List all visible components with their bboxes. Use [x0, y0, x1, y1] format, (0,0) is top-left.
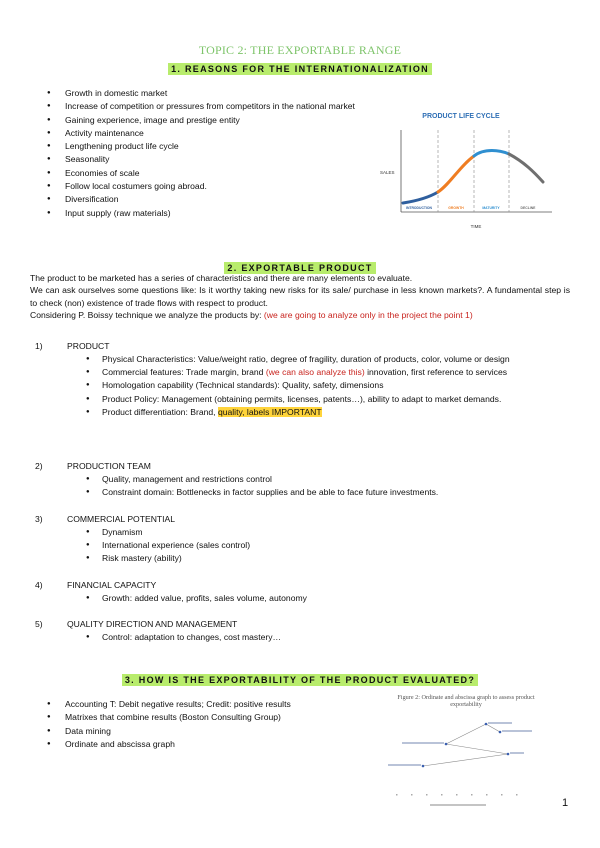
list-item: ● Diversification	[47, 193, 367, 206]
paragraph-text: Considering P. Boissy technique we analyze the products by:	[30, 309, 264, 320]
graph-axis-label-mark	[430, 804, 486, 806]
point-title: COMMERCIAL POTENTIAL	[67, 514, 176, 524]
list-item: ● Product Policy: Management (obtaining permits, licenses, patents…), ability to adapt to market demands.	[86, 393, 571, 406]
evaluation-methods-list	[47, 698, 367, 751]
list-item: ● Homologation capability (Technical standards): Quality, safety, dimensions	[86, 379, 571, 392]
plc-maturity-curve	[474, 151, 509, 157]
graph-axis-ticks	[396, 794, 518, 796]
plc-x-label: TIME	[470, 224, 482, 229]
list-item: ● Gaining experience, image and prestige entity	[47, 114, 367, 127]
plc-stage-maturity: MATURITY	[482, 206, 500, 210]
list-item: ● Physical Characteristics: Value/weight ratio, degree of fragility, duration of products, color, volume or design	[86, 353, 571, 366]
list-item: ● Growth in domestic market	[47, 87, 367, 100]
list-item	[86, 366, 571, 379]
exportability-graph-figure	[378, 694, 554, 812]
list-item: ● Lengthening product life cycle	[47, 140, 367, 153]
plc-title: PRODUCT LIFE CYCLE	[422, 113, 500, 120]
list-item: ● Dynamism	[86, 526, 571, 539]
graph-link	[446, 744, 508, 754]
paragraph: We can ask ourselves some questions like: Is it worthy taking new risks for its sale/ purchase in less known markets?. A fundamental step is to check (non) existence of trade flows with respect to product.	[30, 285, 570, 308]
list-item: ● International experience (sales control)	[86, 539, 571, 552]
list-item	[86, 406, 571, 419]
figure-caption: Figure 2: Ordinate and abscissa graph to assess product exportability	[397, 694, 535, 708]
section3-heading-wrap	[0, 670, 600, 688]
plc-stage-growth: GROWTH	[448, 206, 464, 210]
point-number: 5)	[35, 619, 43, 629]
list-item: ● Accounting T: Debit negative results; Credit: positive results	[47, 698, 367, 711]
list-item: ● Risk mastery (ability)	[86, 552, 571, 565]
point-financial-capacity	[35, 579, 156, 591]
list-item-text: innovation, first reference to services	[364, 367, 508, 378]
point-title: PRODUCT	[67, 341, 110, 351]
section1-heading-wrap	[0, 59, 600, 77]
graph-node	[485, 723, 488, 726]
point-number: 1)	[35, 341, 43, 351]
graph-link	[423, 754, 508, 766]
quality-direction-list	[86, 631, 571, 644]
plc-growth-curve	[438, 156, 474, 192]
list-item: ● Increase of competition or pressures from competitors in the national market	[47, 100, 367, 113]
list-item: ● Data mining	[47, 725, 367, 738]
list-item: ● Constraint domain: Bottlenecks in factor supplies and be able to face future investments.	[86, 486, 571, 499]
point-title: FINANCIAL CAPACITY	[67, 580, 157, 590]
graph-node	[507, 753, 510, 756]
point-product	[35, 340, 110, 352]
section1-heading: 1. REASONS FOR THE INTERNATIONALIZATION	[168, 63, 432, 75]
plc-y-label: SALES	[380, 170, 395, 175]
list-item: ● Input supply (raw materials)	[47, 207, 367, 220]
graph-label-mark	[388, 764, 421, 766]
graph-label-mark	[502, 730, 532, 732]
graph-link	[486, 724, 500, 732]
product-criteria-list	[86, 353, 571, 419]
list-item: ● Follow local costumers going abroad.	[47, 180, 367, 193]
reasons-list	[47, 87, 367, 220]
highlighted-text: quality, labels IMPORTANT	[217, 406, 322, 417]
note-text: (we are going to analyze only in the project the point 1)	[263, 309, 473, 320]
graph-node	[422, 765, 425, 768]
point-title: QUALITY DIRECTION AND MANAGEMENT	[67, 619, 238, 629]
plc-introduction-curve	[403, 192, 438, 203]
note-text: (we can also analyze this)	[265, 367, 365, 378]
production-team-list	[86, 473, 571, 499]
point-number: 2)	[35, 461, 43, 471]
page-title: TOPIC 2: THE EXPORTABLE RANGE	[198, 43, 402, 57]
product-life-cycle-chart	[376, 106, 556, 234]
section2-intro	[30, 272, 570, 321]
commercial-potential-list	[86, 526, 571, 566]
list-item-text: Product differentiation: Brand,	[102, 406, 218, 417]
plc-decline-curve	[509, 154, 543, 182]
point-title: PRODUCTION TEAM	[67, 461, 151, 471]
point-quality-direction	[35, 618, 237, 630]
list-item: ● Economies of scale	[47, 167, 367, 180]
point-commercial-potential	[35, 513, 175, 525]
graph-node	[445, 743, 448, 746]
point-production-team	[35, 460, 151, 472]
paragraph	[30, 309, 570, 321]
section2-heading: 2. EXPORTABLE PRODUCT	[224, 262, 375, 274]
list-item: ● Quality, management and restrictions control	[86, 473, 571, 486]
list-item: ● Matrixes that combine results (Boston Consulting Group)	[47, 711, 367, 724]
graph-node	[499, 731, 502, 734]
plc-stage-introduction: INTRODUCTION	[406, 206, 432, 210]
financial-capacity-list	[86, 592, 571, 605]
list-item-text: Commercial features: Trade margin, brand	[102, 367, 266, 378]
paragraph: The product to be marketed has a series of characteristics and there are many elements to evaluate.	[30, 273, 413, 283]
section3-heading: 3. HOW IS THE EXPORTABILITY OF THE PRODUCT EVALUATED?	[122, 674, 478, 686]
point-number: 4)	[35, 580, 43, 590]
list-item: ● Control: adaptation to changes, cost mastery…	[86, 631, 571, 644]
point-number: 3)	[35, 514, 43, 524]
list-item: ● Seasonality	[47, 153, 367, 166]
graph-link	[446, 724, 486, 744]
plc-stage-decline: DECLINE	[520, 206, 536, 210]
graph-label-mark	[488, 722, 512, 724]
list-item: ● Ordinate and abscissa graph	[47, 738, 367, 751]
list-item: ● Activity maintenance	[47, 127, 367, 140]
graph-label-mark	[402, 742, 444, 744]
graph-label-mark	[510, 752, 524, 754]
list-item: ● Growth: added value, profits, sales volume, autonomy	[86, 592, 571, 605]
page-number: 1	[562, 797, 569, 809]
